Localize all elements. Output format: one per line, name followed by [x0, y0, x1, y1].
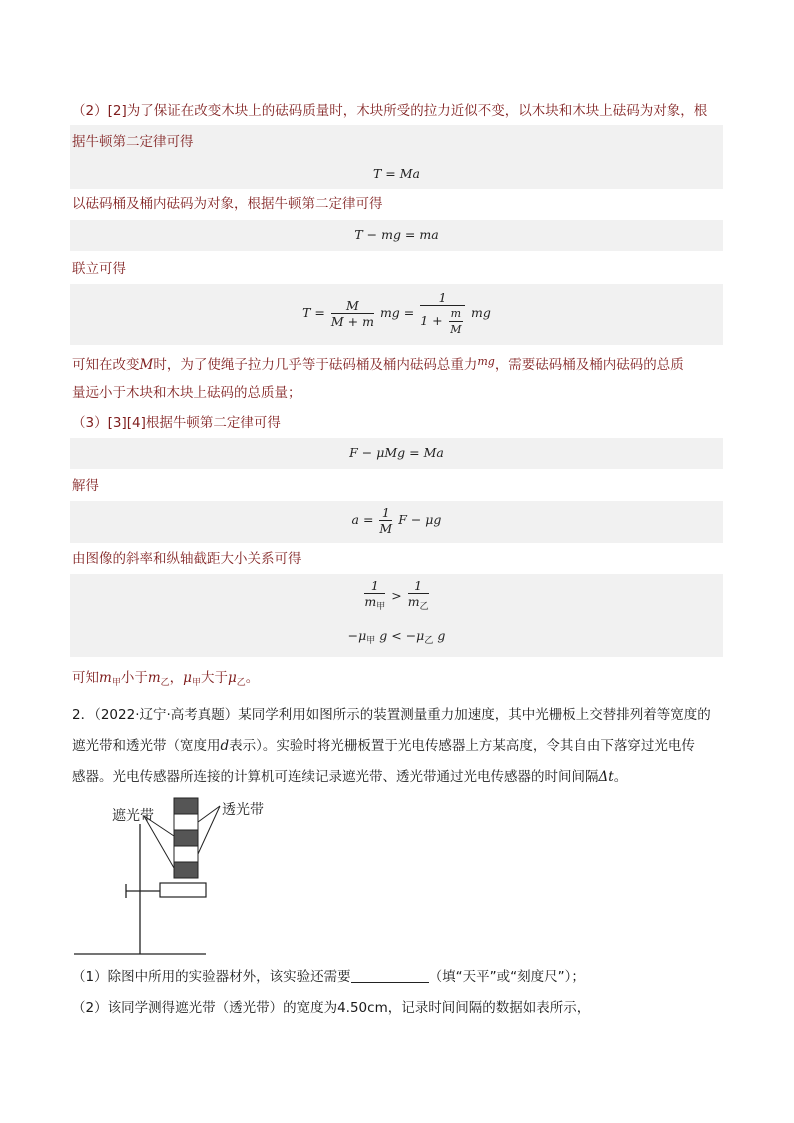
p2-line1: （2）[2]为了保证在改变木块上的砝码质量时，木块所受的拉力近似不变，以木块和木块上砝码为对象，根 — [72, 103, 708, 119]
equation-a — [70, 505, 723, 536]
conc-t2: ， — [169, 670, 184, 686]
eq6-den-a — [364, 594, 385, 615]
equation-t-ma: T = Ma — [372, 166, 420, 181]
eq-block-5 — [70, 501, 723, 543]
p3-conclusion — [72, 669, 259, 693]
p2-line5 — [72, 352, 684, 375]
p2-line2: 据牛顿第二定律可得 — [72, 134, 194, 150]
conc-sub4: 乙 — [236, 678, 246, 688]
opaque-band — [174, 798, 198, 814]
eq3-mid: mg = — [379, 305, 415, 320]
q2-line3a: 感器。光电传感器所连接的计算机可连续记录遮光带、透光带通过光电传感器的时间间隔 — [72, 769, 599, 785]
eq3-frac1-den: M + m — [330, 314, 374, 329]
equation-f-mumg: F − μMg = Ma — [349, 445, 444, 460]
opaque-band — [174, 830, 198, 846]
eq3-lhs: T = — [302, 305, 325, 320]
conc-sub1: 甲 — [111, 678, 121, 688]
apparatus-figure — [70, 792, 290, 960]
conc-sub3: 甲 — [191, 678, 201, 688]
q2-line1: 2．（2022·辽宁·高考真题）某同学利用如图所示的装置测量重力加速度，其中光栅板上交替排列着等宽度的 — [72, 707, 711, 723]
eq3-tail: mg — [471, 305, 491, 320]
q2-line2 — [72, 737, 695, 756]
eq6-den-b-m: m — [407, 594, 420, 609]
eq3-frac1-num: M — [331, 298, 374, 314]
eq5-lhs: a = — [351, 512, 374, 527]
p2-line5b: 时，为了使绳子拉力几乎等于砝码桶及桶内砝码总重力 — [153, 357, 478, 373]
eq6-den-a-m: m — [364, 594, 377, 609]
conc-mu2: μ — [227, 670, 237, 686]
equation-inequality-1 — [70, 578, 723, 615]
eq3-frac2-den-pre: 1 + — [420, 313, 443, 328]
equation-t-mg-ma: T − mg = ma — [354, 227, 439, 242]
p2-line5c: ，需要砝码桶及桶内砝码的总质 — [494, 357, 684, 373]
q2-sub2: （2）该同学测得遮光带（透光带）的宽度为4.50cm，记录时间间隔的数据如表所示， — [72, 1000, 591, 1016]
label-opaque: 遮光带 — [112, 808, 154, 824]
equation-combined — [70, 290, 723, 337]
conc-m1: m — [99, 670, 112, 686]
eq5-frac — [379, 505, 392, 536]
equation-inequality-2 — [70, 628, 723, 646]
eq3-inner-frac — [449, 306, 463, 337]
eq-block-1 — [70, 125, 723, 189]
eq3-frac2 — [420, 290, 465, 337]
q2-line3b: 。 — [613, 769, 628, 785]
q2-sub1-a: （1）除图中所用的实验器材外，该实验还需要 — [72, 969, 351, 985]
p3-line2: 解得 — [72, 478, 99, 494]
eq6-frac-b — [408, 578, 429, 615]
conc-t3: 大于 — [200, 670, 228, 686]
label-clear: 透光带 — [222, 802, 264, 818]
eq-block-4 — [70, 438, 723, 469]
var-mg: mg — [477, 355, 495, 368]
answer-blank[interactable] — [351, 968, 429, 983]
conc-sub2: 乙 — [160, 678, 170, 688]
q2-line2a: 遮光带和透光带（宽度用 — [72, 738, 221, 754]
conc-pre: 可知 — [72, 670, 99, 686]
eq6-num-b: 1 — [408, 578, 429, 594]
eq5-den: M — [379, 521, 393, 536]
q2-line3 — [72, 768, 627, 787]
eq6-den-b — [408, 594, 429, 615]
eq5-tail: F − μg — [398, 512, 442, 527]
pointer-line — [198, 806, 220, 854]
eq-block-6 — [70, 574, 723, 657]
eq6-num-a: 1 — [364, 578, 385, 594]
p2-line6: 量远小于木块和木块上砝码的总质量； — [72, 385, 302, 401]
eq5-num: 1 — [379, 505, 392, 521]
eq3-inner-num: m — [450, 307, 462, 320]
q2-line2b: 表示）。实验时将光栅板置于光电传感器上方某高度，令其自由下落穿过光电传 — [229, 738, 695, 754]
eq3-frac1 — [331, 298, 374, 329]
clear-band — [174, 846, 198, 862]
eq3-inner-den: M — [450, 323, 462, 336]
opaque-band — [174, 862, 198, 878]
eq6-sub-b: 乙 — [419, 602, 429, 612]
eq6-sub-a: 甲 — [376, 602, 386, 612]
eq3-frac2-num: 1 — [420, 290, 465, 306]
photo-sensor — [160, 883, 206, 897]
var-dt: Δt — [598, 769, 614, 785]
var-d: d — [220, 738, 230, 754]
conc-t4: 。 — [245, 670, 260, 686]
q2-sub1 — [72, 968, 585, 987]
p2-line3: 以砝码桶及桶内砝码为对象，根据牛顿第二定律可得 — [72, 196, 383, 212]
p2-line4: 联立可得 — [72, 261, 126, 277]
clear-band — [174, 814, 198, 830]
var-M: M — [139, 357, 154, 373]
eq6-gt: > — [391, 588, 402, 603]
eq7-sub-a: 甲 — [366, 636, 376, 646]
eq7-tail: g — [437, 628, 446, 643]
eq3-frac2-den — [420, 306, 465, 337]
q2-sub1-b: （填“天平”或“刻度尺”）； — [428, 969, 585, 985]
conc-t1: 小于 — [120, 670, 148, 686]
p3-line1: （3）[3][4]根据牛顿第二定律可得 — [72, 415, 281, 431]
p2-line5a: 可知在改变 — [72, 357, 140, 373]
conc-mu1: μ — [183, 670, 192, 686]
eq-block-2 — [70, 220, 723, 251]
p3-line3: 由图像的斜率和纵轴截距大小关系可得 — [72, 551, 302, 567]
eq7-sub-b: 乙 — [424, 636, 434, 646]
eq-block-3 — [70, 284, 723, 345]
conc-m2: m — [147, 670, 161, 686]
eq7-a: −μ — [347, 628, 367, 643]
eq7-mid: g < −μ — [379, 628, 425, 643]
eq6-frac-a — [364, 578, 385, 615]
